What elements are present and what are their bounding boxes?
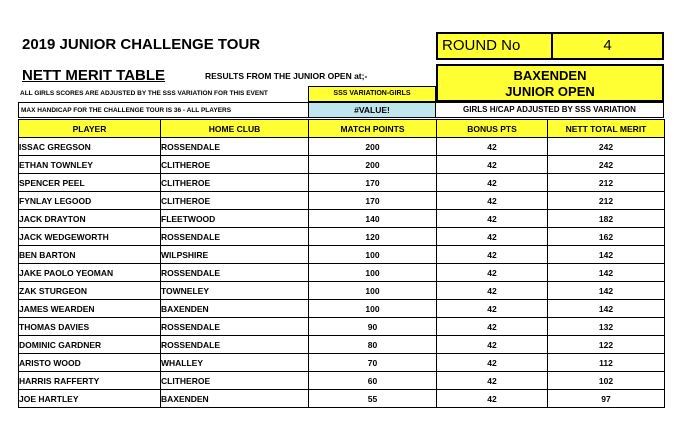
table-row [19,390,665,408]
cell-player: ZAK STURGEON [19,282,161,300]
cell-club: CLITHEROE [161,192,309,210]
cell-player: JAKE PAOLO YEOMAN [19,264,161,282]
cell-bonus: 42 [437,192,548,210]
cell-total: 142 [548,282,665,300]
cell-total: 212 [548,174,665,192]
cell-bonus: 42 [437,300,548,318]
table-row [19,282,665,300]
column-header-match-points: MATCH POINTS [309,120,437,138]
cell-total: 142 [548,264,665,282]
nett-merit-title: NETT MERIT TABLE [22,67,166,84]
cell-club: CLITHEROE [161,156,309,174]
cell-club: ROSSENDALE [161,318,309,336]
cell-total: 242 [548,156,665,174]
cell-total: 122 [548,336,665,354]
cell-total: 112 [548,354,665,372]
cell-club: ROSSENDALE [161,228,309,246]
cell-club: WHALLEY [161,354,309,372]
cell-club: ROSSENDALE [161,336,309,354]
cell-club: CLITHEROE [161,174,309,192]
cell-total: 142 [548,246,665,264]
cell-player: JOE HARTLEY [19,390,161,408]
cell-match-points: 140 [309,210,437,228]
cell-player: JACK WEDGEWORTH [19,228,161,246]
cell-player: ETHAN TOWNLEY [19,156,161,174]
table-row [19,336,665,354]
cell-club: ROSSENDALE [161,138,309,156]
girls-handicap-note: GIRLS H/CAP ADJUSTED BY SSS VARIATION [436,102,664,118]
table-row [19,138,665,156]
cell-match-points: 200 [309,138,437,156]
cell-match-points: 170 [309,192,437,210]
cell-total: 102 [548,372,665,390]
cell-match-points: 170 [309,174,437,192]
cell-total: 142 [548,300,665,318]
cell-player: ISSAC GREGSON [19,138,161,156]
cell-match-points: 70 [309,354,437,372]
column-header-player: PLAYER [19,120,161,138]
cell-player: JACK DRAYTON [19,210,161,228]
merit-table [18,119,665,408]
cell-club: ROSSENDALE [161,264,309,282]
cell-bonus: 42 [437,372,548,390]
handicap-note: MAX HANDICAP FOR THE CHALLENGE TOUR IS 36 - ALL PLAYERS [18,102,308,118]
table-row [19,372,665,390]
round-number: 4 [553,32,664,60]
cell-total: 242 [548,138,665,156]
cell-bonus: 42 [437,138,548,156]
venue-line-2: JUNIOR OPEN [505,84,595,99]
cell-player: DOMINIC GARDNER [19,336,161,354]
sss-note: ALL GIRLS SCORES ARE ADJUSTED BY THE SSS VARIATION FOR THIS EVENT [20,90,268,97]
cell-match-points: 100 [309,246,437,264]
cell-total: 182 [548,210,665,228]
cell-player: FYNLAY LEGOOD [19,192,161,210]
cell-match-points: 100 [309,282,437,300]
table-row [19,300,665,318]
table-row [19,192,665,210]
cell-bonus: 42 [437,174,548,192]
cell-match-points: 100 [309,300,437,318]
cell-club: FLEETWOOD [161,210,309,228]
cell-total: 212 [548,192,665,210]
table-row [19,264,665,282]
table-row [19,318,665,336]
cell-player: SPENCER PEEL [19,174,161,192]
table-row [19,246,665,264]
venue-line-1: BAXENDEN [513,68,587,83]
cell-bonus: 42 [437,282,548,300]
page-title: 2019 JUNIOR CHALLENGE TOUR [22,36,261,53]
column-header-total: NETT TOTAL MERIT [548,120,665,138]
cell-match-points: 200 [309,156,437,174]
venue-box [436,64,664,102]
cell-bonus: 42 [437,264,548,282]
cell-player: HARRIS RAFFERTY [19,372,161,390]
round-label: ROUND No [436,32,553,60]
cell-bonus: 42 [437,246,548,264]
cell-club: BAXENDEN [161,390,309,408]
cell-match-points: 60 [309,372,437,390]
column-header-club: HOME CLUB [161,120,309,138]
cell-bonus: 42 [437,390,548,408]
table-row [19,174,665,192]
cell-player: ARISTO WOOD [19,354,161,372]
cell-match-points: 120 [309,228,437,246]
cell-match-points: 80 [309,336,437,354]
cell-bonus: 42 [437,210,548,228]
cell-match-points: 55 [309,390,437,408]
cell-total: 97 [548,390,665,408]
cell-player: JAMES WEARDEN [19,300,161,318]
cell-total: 162 [548,228,665,246]
cell-player: THOMAS DAVIES [19,318,161,336]
table-row [19,354,665,372]
cell-bonus: 42 [437,228,548,246]
cell-match-points: 90 [309,318,437,336]
cell-match-points: 100 [309,264,437,282]
cell-bonus: 42 [437,336,548,354]
cell-club: CLITHEROE [161,372,309,390]
cell-club: BAXENDEN [161,300,309,318]
cell-club: WILPSHIRE [161,246,309,264]
sss-variation-label: SSS VARIATION-GIRLS [308,86,436,102]
cell-bonus: 42 [437,156,548,174]
table-header-row [19,120,665,138]
cell-club: TOWNELEY [161,282,309,300]
column-header-bonus: BONUS PTS [437,120,548,138]
table-row [19,228,665,246]
table-row [19,210,665,228]
table-row [19,156,665,174]
cell-bonus: 42 [437,318,548,336]
cell-player: BEN BARTON [19,246,161,264]
cell-bonus: 42 [437,354,548,372]
sss-variation-value: #VALUE! [308,102,436,118]
cell-total: 132 [548,318,665,336]
results-text: RESULTS FROM THE JUNIOR OPEN at;- [205,71,368,81]
